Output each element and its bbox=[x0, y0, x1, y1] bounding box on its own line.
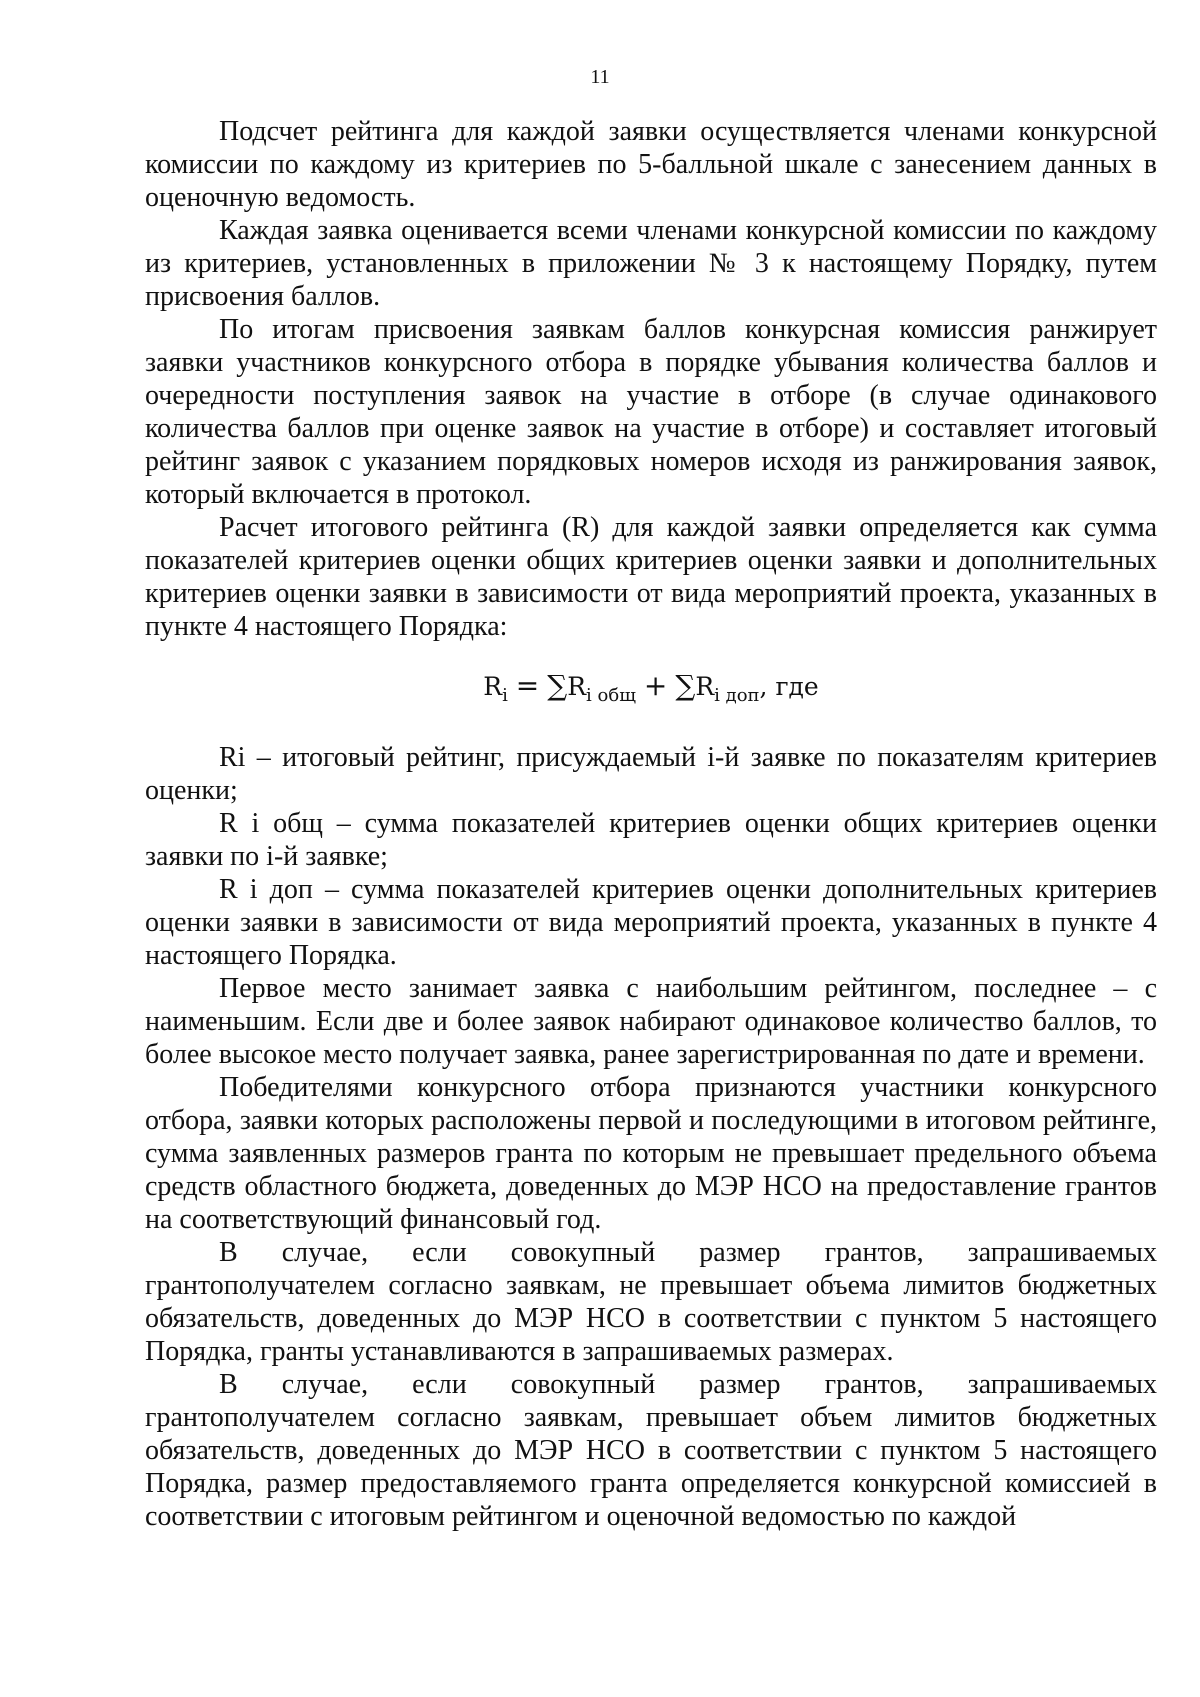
paragraph-final-rating-calc: Расчет итогового рейтинга (R) для каждой заявки определяется как сумма показателей критериев оценки общих критериев оценки заявки и дополнительных критериев оценки заявки в зависимости от вида мероприятий проекта, указанных в пункте 4 настоящего Порядка: bbox=[145, 512, 1157, 642]
formula-term-1: R bbox=[567, 672, 587, 701]
rating-formula bbox=[145, 668, 1157, 714]
paragraph-def-ri-obsch: R i общ – сумма показателей критериев оценки общих критериев оценки заявки по i-й заявке; bbox=[145, 808, 1157, 872]
document-body bbox=[145, 115, 1157, 1533]
paragraph-case-exceeds: В случае, если совокупный размер грантов, запрашиваемых грантополучателем согласно заявкам, превышает объем лимитов бюджетных обязательств, доведенных до МЭР НСО в соответствии с пунктом 5 настоящего Порядка, размер предоставляемого гранта определяется конкурсной комиссией в соответствии с итоговым рейтингом и оценочной ведомостью по каждой bbox=[145, 1369, 1157, 1532]
paragraph-rating-count: Подсчет рейтинга для каждой заявки осуществляется членами конкурсной комиссии по каждому из критериев по 5-балльной шкале с занесением данных в оценочную ведомость. bbox=[145, 116, 1157, 213]
formula-term-2-sub: i доп bbox=[714, 685, 760, 706]
paragraph-def-ri-dop: R i доп – сумма показателей критериев оценки дополнительных критериев оценки заявки в зависимости от вида мероприятий проекта, указанных в пункте 4 настоящего Порядка. bbox=[145, 874, 1157, 971]
page-number: 11 bbox=[590, 66, 610, 88]
formula-lhs-sub: i bbox=[502, 685, 508, 706]
formula-suffix: , где bbox=[759, 672, 819, 701]
formula-sum-2: ∑ bbox=[675, 669, 696, 702]
paragraph-winners: Победителями конкурсного отбора признаются участники конкурсного отбора, заявки которых расположены первой и последующими в итоговом рейтинге, сумма заявленных размеров гранта по которым не превышает предельного объема средств областного бюджета, доведенных до МЭР НСО на предоставление грантов на соответствующий финансовый год. bbox=[145, 1072, 1157, 1235]
formula-plus: + bbox=[643, 669, 668, 702]
formula-sum-1: ∑ bbox=[547, 669, 568, 702]
paragraph-ranking: По итогам присвоения заявкам баллов конкурсная комиссия ранжирует заявки участников конкурсного отбора в порядке убывания количества баллов и очередности поступления заявок на участие в отборе (в случае одинакового количества баллов при оценке заявок на участие в отборе) и составляет итоговый рейтинг заявок с указанием порядковых номеров исходя из ранжирования заявок, который включается в протокол. bbox=[145, 314, 1157, 510]
formula-equals: = bbox=[515, 669, 540, 702]
paragraph-evaluation: Каждая заявка оценивается всеми членами конкурсной комиссии по каждому из критериев, установленных в приложении № 3 к настоящему Порядку, путем присвоения баллов. bbox=[145, 215, 1157, 312]
formula-term-2: R bbox=[695, 672, 715, 701]
formula-term-1-sub: i общ bbox=[586, 685, 636, 706]
paragraph-case-not-exceeds: В случае, если совокупный размер грантов, запрашиваемых грантополучателем согласно заявкам, не превышает объема лимитов бюджетных обязательств, доведенных до МЭР НСО в соответствии с пунктом 5 настоящего Порядка, гранты устанавливаются в запрашиваемых размерах. bbox=[145, 1237, 1157, 1367]
formula-lhs: R bbox=[483, 672, 503, 701]
paragraph-def-ri: Ri – итоговый рейтинг, присуждаемый i-й заявке по показателям критериев оценки; bbox=[145, 742, 1157, 806]
paragraph-first-place: Первое место занимает заявка с наибольшим рейтингом, последнее – с наименьшим. Если две и более заявок набирают одинаковое количество баллов, то более высокое место получает заявка, ранее зарегистрированная по дате и времени. bbox=[145, 973, 1157, 1070]
